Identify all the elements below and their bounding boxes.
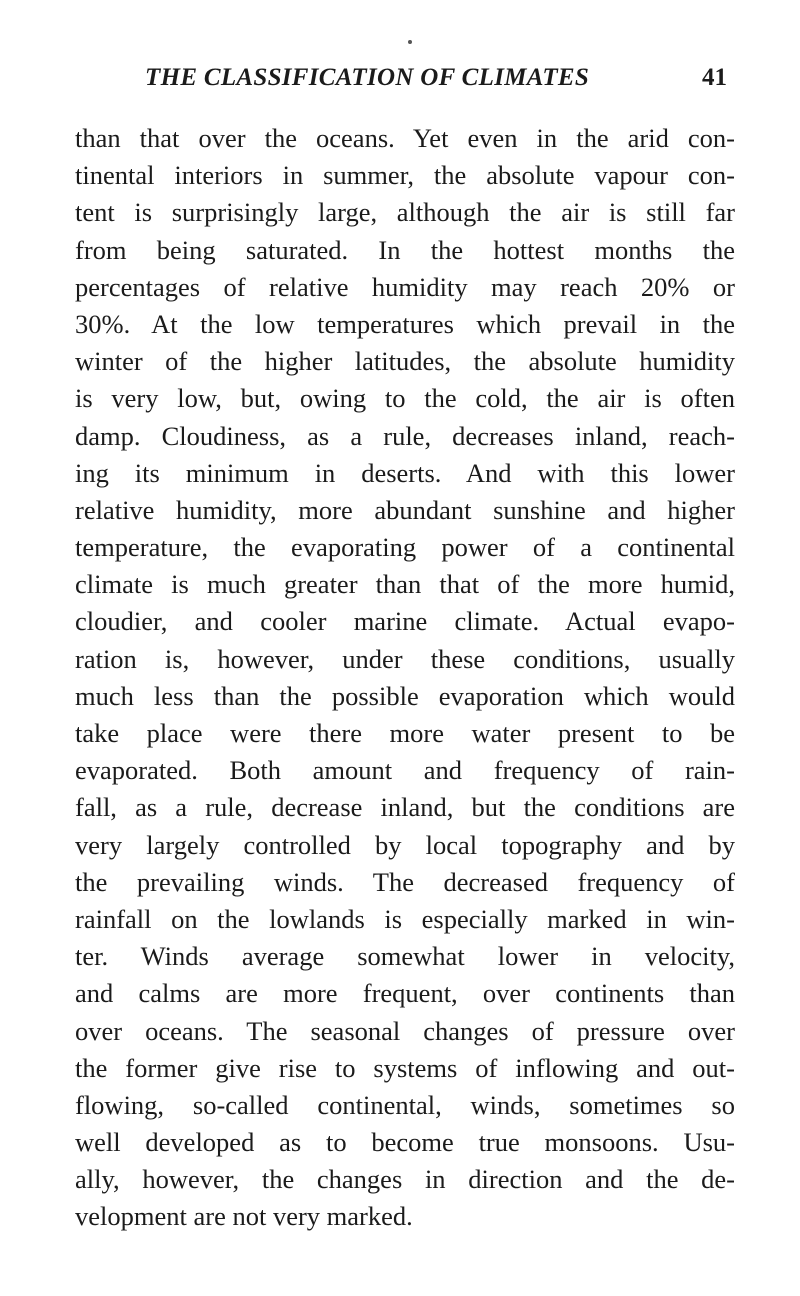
- page-mark-dot: [408, 40, 412, 44]
- text-line: velopment are not very marked.: [75, 1201, 413, 1232]
- text-line: much less than the possible evaporation which would: [75, 680, 735, 711]
- text-line: the prevailing winds. The decreased frequency of: [75, 866, 735, 897]
- text-line: ter. Winds average somewhat lower in velocity,: [75, 941, 735, 972]
- text-line: from being saturated. In the hottest months the: [75, 234, 735, 265]
- text-line: over oceans. The seasonal changes of pressure over: [75, 1015, 735, 1046]
- text-line: percentages of relative humidity may reach 20% or: [75, 271, 735, 302]
- running-head-title: THE CLASSIFICATION OF CLIMATES: [145, 64, 590, 91]
- text-line: well developed as to become true monsoons. Usu-: [75, 1127, 735, 1158]
- text-line: the former give rise to systems of inflowing and out-: [75, 1052, 735, 1083]
- text-line: temperature, the evaporating power of a continental: [75, 532, 735, 563]
- text-line: ally, however, the changes in direction and the de-: [75, 1164, 735, 1195]
- text-line: cloudier, and cooler marine climate. Actual evapo-: [75, 606, 735, 637]
- page-number: 41: [702, 64, 727, 91]
- text-line: ing its minimum in deserts. And with this lower: [75, 457, 735, 488]
- text-line: tent is surprisingly large, although the air is still far: [75, 197, 735, 228]
- text-line: and calms are more frequent, over continents than: [75, 978, 735, 1009]
- text-line: tinental interiors in summer, the absolute vapour con-: [75, 160, 735, 191]
- text-line: evaporated. Both amount and frequency of rain-: [75, 755, 735, 786]
- text-line: is very low, but, owing to the cold, the air is often: [75, 383, 735, 414]
- text-line: ration is, however, under these conditions, usually: [75, 643, 735, 674]
- text-line: relative humidity, more abundant sunshine and higher: [75, 494, 735, 525]
- text-line: very largely controlled by local topography and by: [75, 829, 735, 860]
- text-line: 30%. At the low temperatures which prevail in the: [75, 308, 735, 339]
- body-paragraph: [75, 120, 735, 1236]
- text-line: climate is much greater than that of the more humid,: [75, 569, 735, 600]
- text-line: damp. Cloudiness, as a rule, decreases inland, reach-: [75, 420, 735, 451]
- text-line: rainfall on the lowlands is especially marked in win-: [75, 903, 735, 934]
- text-line: than that over the oceans. Yet even in the arid con-: [75, 123, 735, 153]
- text-line: fall, as a rule, decrease inland, but the conditions are: [75, 792, 735, 823]
- text-line: winter of the higher latitudes, the absolute humidity: [75, 346, 735, 377]
- text-line: take place were there more water present to be: [75, 718, 735, 748]
- text-line: flowing, so-called continental, winds, sometimes so: [75, 1089, 735, 1120]
- running-head: [0, 58, 800, 98]
